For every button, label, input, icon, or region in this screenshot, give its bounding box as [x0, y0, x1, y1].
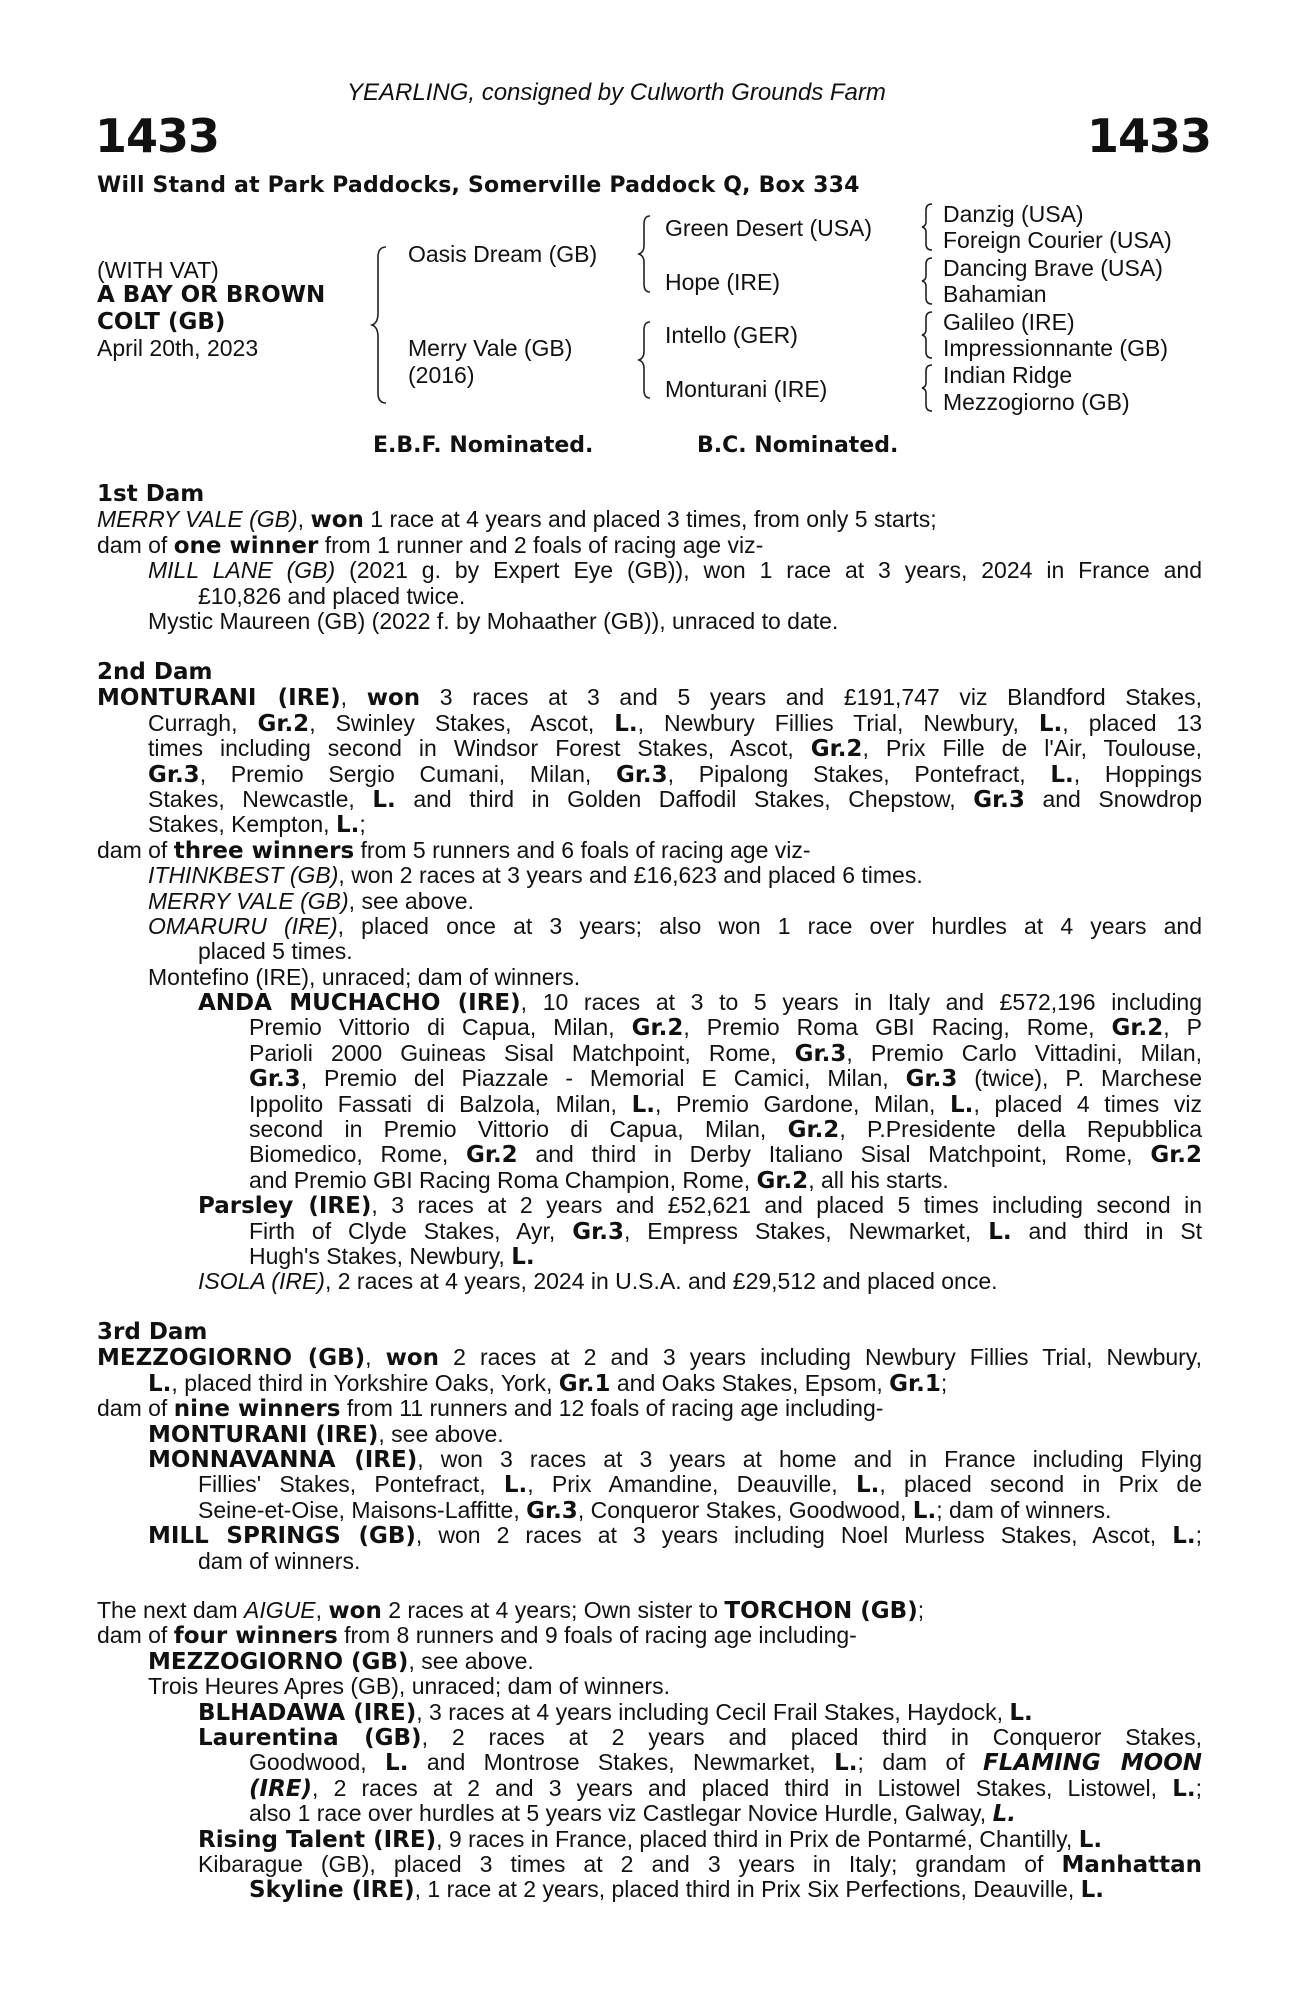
text-run: Hugh's Stakes, Newbury,	[249, 1243, 505, 1269]
text-run: Gr.2	[1111, 1015, 1164, 1041]
text-run: Gr.3	[615, 761, 668, 787]
text-line	[97, 965, 1202, 990]
text-run: TORCHON (GB)	[724, 1598, 918, 1624]
text-run: Gr.1	[558, 1370, 611, 1397]
lot-number-right: 1433	[1087, 109, 1212, 163]
text-run: Gr.2	[1150, 1142, 1202, 1168]
text-run: dam of winners.	[198, 1548, 361, 1574]
gg-3: Dancing Brave (USA)	[943, 255, 1163, 281]
text-run: £10,826 and placed twice.	[198, 583, 466, 609]
text-run: L.	[372, 786, 396, 813]
text-run: ANDA MUCHACHO (IRE)	[198, 990, 521, 1016]
text-line	[97, 1852, 1202, 1877]
text-run: Gr.3	[526, 1497, 578, 1524]
text-line: MONTURANI (IRE), won 3 races at 3 and 5 years and £191,747 viz Blandford Stakes,	[97, 685, 1202, 711]
text-line: MILL SPRINGS (GB), won 2 races at 3 years including Noel Murless Stakes, Ascot, L.;	[148, 1523, 1202, 1549]
stand-location: Will Stand at Park Paddocks, Somerville Paddock Q, Box 334	[97, 173, 860, 198]
text-run: P	[1186, 1015, 1202, 1041]
text-run: all his starts.	[820, 1167, 949, 1193]
text-run: L.	[1078, 1826, 1103, 1852]
text-line	[97, 1623, 1202, 1648]
text-run: L.	[1172, 1523, 1196, 1549]
text-run: placed 4 times viz	[994, 1091, 1202, 1117]
text-run: 1 race at 4 years and placed 3 times, from only 5 starts;	[370, 507, 937, 533]
text-run: Gr.3	[973, 786, 1025, 813]
text-run: AIGUE	[244, 1598, 316, 1623]
text-run: Fillies' Stakes, Pontefract,	[198, 1472, 486, 1498]
text-run: MONTURANI (IRE)	[148, 1421, 379, 1447]
text-run: The next dam	[97, 1598, 238, 1623]
text-run: Empress Stakes, Newmarket,	[647, 1218, 972, 1244]
text-run: Goodwood,	[249, 1750, 367, 1776]
text-run: dam of	[97, 837, 168, 863]
text-run: Gr.3	[572, 1218, 624, 1244]
text-run: from 8 runners and 9 foals of racing age including-	[344, 1623, 857, 1649]
third-dam-section	[97, 1320, 1202, 1574]
text-line: second in Premio Vittorio di Capua, Milan, Gr.2, P.Presidente della Repubblica	[249, 1117, 1202, 1143]
pedigree-brace-gg2	[920, 256, 934, 306]
text-run: Skyline (IRE)	[249, 1877, 415, 1903]
text-run: Gr.2	[756, 1167, 809, 1194]
text-line: Rising Talent (IRE), 9 races in France, placed third in Prix de Pontarmé, Chantilly, L.	[198, 1826, 1103, 1852]
text-run: Montefino (IRE), unraced; dam of winners.	[148, 964, 581, 990]
text-run: Firth of Clyde Stakes, Ayr,	[249, 1218, 556, 1244]
text-run: dam of winners.	[948, 1497, 1112, 1523]
text-run: won 2 races at 3 years including Noel Murless Stakes, Ascot,	[438, 1523, 1157, 1549]
text-run: OMARURU (IRE)	[148, 913, 338, 939]
text-run: (IRE)	[249, 1775, 313, 1802]
next-dam-section	[97, 1598, 1202, 1903]
text-run: won 2 races at 3 years and £16,623 and placed 6 times.	[351, 863, 923, 889]
text-run: won	[385, 1345, 440, 1371]
text-run: L.	[950, 1091, 974, 1118]
text-run: MILL LANE (GB)	[148, 558, 336, 584]
text-line: BLHADAWA (IRE), 3 races at 4 years including Cecil Frail Stakes, Haydock, L.	[198, 1699, 1033, 1725]
pedigree-brace-gg3	[920, 310, 934, 360]
text-run: see above.	[361, 888, 474, 914]
text-run: Ippolito Fassati di Balzola, Milan,	[249, 1091, 617, 1117]
text-run: 10 races at 3 to 5 years in Italy and £572,196 including	[542, 990, 1202, 1016]
text-run: Premio del Piazzale - Memorial E Camici, Milan,	[324, 1066, 889, 1092]
text-line	[97, 584, 1202, 609]
text-line: OMARURU (IRE), placed once at 3 years; also won 1 race over hurdles at 4 years and	[148, 913, 1202, 939]
text-line: Parsley (IRE), 3 races at 2 years and £52,621 and placed 5 times including second in	[198, 1193, 1202, 1219]
gg-7: Indian Ridge	[943, 362, 1073, 388]
gg-5: Galileo (IRE)	[943, 309, 1075, 335]
horse-description-1: A BAY OR BROWN	[97, 282, 326, 308]
gg-1: Danzig (USA)	[943, 201, 1084, 227]
text-line: Gr.3, Premio del Piazzale - Memorial E Camici, Milan, Gr.3 (twice), P. Marchese	[249, 1066, 1202, 1092]
text-run: placed 5 times.	[198, 939, 353, 965]
text-run: Seine-et-Oise, Maisons-Laffitte,	[198, 1497, 520, 1523]
text-run: Kibarague (GB), placed 3 times at 2 and 3 years in Italy; grandam of	[198, 1851, 1044, 1877]
text-run: Parsley (IRE)	[198, 1193, 372, 1219]
text-run: Swinley Stakes, Ascot,	[335, 710, 595, 736]
text-run: Gr.3	[249, 1066, 301, 1092]
text-run: dam of	[97, 1396, 168, 1422]
text-run: Premio Roma GBI Racing, Rome,	[706, 1015, 1095, 1041]
text-run: 2 races at 2 and 3 years and placed third in Listowel Stakes, Listowel,	[333, 1775, 1158, 1801]
text-run: and Premio GBI Racing Roma Champion, Rome,	[249, 1167, 751, 1193]
text-run: Laurentina (GB)	[198, 1724, 422, 1751]
text-run: FLAMING MOON	[983, 1750, 1202, 1776]
text-line: Curragh, Gr.2, Swinley Stakes, Ascot, L., Newbury Fillies Trial, Newbury, L., placed 13	[148, 710, 1202, 737]
text-line: Parioli 2000 Guineas Sisal Matchpoint, Rome, Gr.3, Premio Carlo Vittadini, Milan,	[249, 1040, 1202, 1067]
bc-nomination: B.C. Nominated.	[697, 433, 899, 458]
sire-dam: Hope (IRE)	[665, 269, 781, 295]
text-run: and Oaks Stakes, Epsom,	[616, 1370, 883, 1396]
text-line: Fillies' Stakes, Pontefract, L., Prix Amandine, Deauville, L., placed second in Prix de	[198, 1472, 1202, 1498]
text-run: Conqueror Stakes, Goodwood,	[590, 1497, 907, 1523]
text-run: L.	[335, 812, 360, 838]
text-run: placed second in Prix de	[903, 1472, 1202, 1498]
text-line: MERRY VALE (GB), won 1 race at 4 years and placed 3 times, from only 5 starts;	[97, 507, 937, 533]
text-line: Seine-et-Oise, Maisons-Laffitte, Gr.3, Conqueror Stakes, Goodwood, L.; dam of winners.	[198, 1497, 1112, 1524]
text-run: 3 races at 4 years including Cecil Frail Stakes, Haydock,	[429, 1699, 1003, 1725]
text-run: MEZZOGIORNO (GB)	[148, 1648, 409, 1675]
text-run: MERRY VALE (GB)	[97, 507, 298, 533]
text-run: and third in St	[1028, 1218, 1202, 1244]
text-run: and Snowdrop	[1042, 786, 1202, 812]
text-run: L.	[1080, 1877, 1105, 1903]
text-line	[97, 558, 1202, 583]
text-run: Pipalong Stakes, Pontefract,	[698, 761, 1026, 787]
text-line: Skyline (IRE), 1 race at 2 years, placed third in Prix Six Perfections, Deauville, L.	[249, 1877, 1105, 1903]
text-run: Trois Heures Apres (GB), unraced; dam of winners.	[148, 1674, 670, 1700]
text-run: and Montrose Stakes, Newmarket,	[426, 1750, 816, 1776]
text-run: also 1 race over hurdles at 5 years viz Castlegar Novice Hurdle, Galway,	[249, 1801, 987, 1827]
sale-subtitle: YEARLING, consigned by Culworth Grounds Farm	[347, 79, 886, 106]
text-run: 1 race at 2 years, placed third in Prix Six Perfections, Deauville,	[427, 1877, 1075, 1903]
text-run: L.	[631, 1091, 655, 1118]
text-line: (IRE), 2 races at 2 and 3 years and placed third in Listowel Stakes, Listowel, L.;	[249, 1775, 1202, 1802]
text-run: L.	[855, 1472, 880, 1498]
text-line: The next dam AIGUE, won 2 races at 4 years; Own sister to TORCHON (GB);	[97, 1598, 925, 1624]
text-line: ITHINKBEST (GB), won 2 races at 3 years and £16,623 and placed 6 times.	[148, 863, 923, 889]
ebf-nomination: E.B.F. Nominated.	[373, 433, 594, 458]
dam-name: Merry Vale (GB)	[408, 335, 573, 361]
text-run: 2 races at 2 and 3 years including Newbury Fillies Trial, Newbury,	[453, 1345, 1202, 1371]
text-line	[97, 1142, 1202, 1167]
text-run: Hoppings	[1104, 761, 1202, 787]
text-run: from 5 runners and 6 foals of racing age viz-	[360, 837, 811, 863]
text-run: (twice), P. Marchese	[974, 1066, 1202, 1092]
text-run: Rising Talent (IRE)	[198, 1826, 437, 1852]
text-run: dam of	[97, 1623, 168, 1649]
text-run: Stakes, Newcastle,	[148, 786, 355, 812]
section-heading: 3rd Dam	[97, 1320, 208, 1345]
sire-name: Oasis Dream (GB)	[408, 241, 598, 267]
text-line: Gr.3, Premio Sergio Cumani, Milan, Gr.3, Pipalong Stakes, Pontefract, L., Hoppings	[148, 761, 1202, 787]
text-line: ANDA MUCHACHO (IRE), 10 races at 3 to 5 years in Italy and £572,196 including	[198, 990, 1202, 1016]
pedigree-brace-dam	[637, 320, 653, 400]
text-line	[97, 1549, 1202, 1574]
gg-8: Mezzogiorno (GB)	[943, 389, 1130, 415]
text-line	[97, 1396, 1202, 1421]
text-line: MONTURANI (IRE), see above.	[148, 1421, 504, 1447]
text-run: placed third in Yorkshire Oaks, York,	[184, 1370, 553, 1396]
dam-year: (2016)	[408, 362, 475, 388]
pedigree-brace-sire	[637, 214, 653, 294]
text-run: L.	[912, 1497, 937, 1524]
text-run: MERRY VALE (GB)	[148, 888, 349, 914]
text-line: times including second in Windsor Forest Stakes, Ascot, Gr.2, Prix Fille de l'Air, Toulouse,	[148, 736, 1202, 762]
gg-6: Impressionnante (GB)	[943, 335, 1168, 361]
text-run: L.	[1038, 710, 1063, 737]
text-run: L.	[992, 1801, 1016, 1827]
text-line: MEZZOGIORNO (GB), see above.	[148, 1648, 534, 1675]
text-line: MERRY VALE (GB), see above.	[148, 888, 474, 914]
dam-dam: Monturani (IRE)	[665, 376, 828, 402]
text-run: BLHADAWA (IRE)	[198, 1699, 417, 1725]
text-run: (2021 g. by Expert Eye (GB)), won 1 race at 3 years, 2024 in France and	[349, 558, 1202, 584]
text-run: L.	[614, 710, 638, 737]
text-run: L.	[988, 1218, 1012, 1244]
text-run: three winners	[173, 837, 355, 864]
text-run: Premio Vittorio di Capua, Milan,	[249, 1015, 615, 1041]
text-run: Gr.1	[889, 1370, 941, 1397]
pedigree-brace-gg4	[920, 363, 934, 413]
text-run: see above.	[421, 1648, 534, 1674]
text-run: Gr.3	[794, 1040, 847, 1067]
text-run: from 1 runner and 2 foals of racing age viz-	[324, 532, 764, 558]
gg-2: Foreign Courier (USA)	[943, 227, 1172, 253]
text-line: Goodwood, L. and Montrose Stakes, Newmarket, L.; dam of FLAMING MOON	[249, 1750, 1202, 1776]
first-dam-section	[97, 482, 1202, 634]
text-run: placed 13	[1088, 710, 1202, 736]
text-run: 2 races at 4 years; Own sister to	[388, 1598, 719, 1623]
text-line	[97, 838, 1202, 863]
text-run: Prix Amandine, Deauville,	[551, 1472, 838, 1498]
text-run: L.	[511, 1243, 535, 1270]
section-heading: 1st Dam	[97, 482, 205, 507]
text-run: won	[366, 685, 421, 711]
text-run: Prix Fille de l'Air, Toulouse,	[885, 736, 1202, 762]
text-run: and third in Derby Italiano Sisal Matchpoint, Rome,	[535, 1142, 1133, 1168]
text-run: one winner	[173, 532, 319, 559]
text-run: won	[310, 507, 364, 533]
text-run: Biomedico, Rome,	[249, 1142, 449, 1168]
text-run: from 11 runners and 12 foals of racing age including-	[346, 1396, 884, 1422]
text-run: 9 races in France, placed third in Prix de Pontarmé, Chantilly,	[448, 1826, 1073, 1852]
text-run: dam of	[882, 1750, 965, 1776]
text-run: MILL SPRINGS (GB)	[148, 1523, 416, 1549]
text-line: MONNAVANNA (IRE), won 3 races at 3 years at home and in France including Flying	[148, 1446, 1202, 1473]
text-run: Gr.2	[631, 1015, 684, 1041]
text-run: P.Presidente della Repubblica	[867, 1117, 1202, 1143]
text-run: L.	[385, 1750, 409, 1776]
text-run: ISOLA (IRE)	[198, 1269, 325, 1295]
text-run: Gr.3	[148, 761, 200, 787]
text-run: Premio Sergio Cumani, Milan,	[230, 761, 592, 787]
text-line	[97, 939, 1202, 964]
gg-4: Bahamian	[943, 281, 1047, 307]
pedigree-brace-main	[370, 245, 390, 405]
sire-sire: Green Desert (USA)	[665, 215, 873, 241]
text-line	[97, 787, 1202, 812]
text-run: Parioli 2000 Guineas Sisal Matchpoint, Rome,	[249, 1040, 777, 1066]
text-run: Manhattan	[1061, 1851, 1202, 1878]
text-run: L.	[503, 1472, 528, 1498]
text-run: L.	[834, 1750, 858, 1776]
text-line: Laurentina (GB), 2 races at 2 years and placed third in Conqueror Stakes,	[198, 1724, 1202, 1751]
text-run: nine winners	[173, 1396, 341, 1422]
text-run: second in Premio Vittorio di Capua, Milan,	[249, 1117, 767, 1143]
text-run: L.	[1172, 1775, 1196, 1802]
text-line: ISOLA (IRE), 2 races at 4 years, 2024 in U.S.A. and £29,512 and placed once.	[198, 1269, 998, 1295]
text-run: MONTURANI (IRE)	[97, 685, 341, 711]
text-run: 2 races at 2 years and placed third in Conqueror Stakes,	[451, 1724, 1202, 1750]
text-run: L.	[148, 1370, 172, 1397]
dam-sire: Intello (GER)	[665, 322, 798, 348]
text-run: Newbury Fillies Trial, Newbury,	[664, 710, 1019, 736]
text-run: Gr.2	[787, 1117, 840, 1143]
second-dam-section	[97, 660, 1202, 1295]
text-run: Mystic Maureen (GB) (2022 f. by Mohaather (GB)), unraced to date.	[148, 608, 839, 634]
text-run: Stakes, Kempton,	[148, 812, 330, 838]
text-line: L., placed third in Yorkshire Oaks, York, Gr.1 and Oaks Stakes, Epsom, Gr.1;	[148, 1370, 948, 1397]
text-line: Stakes, Kempton, L.;	[148, 812, 366, 838]
horse-description-2: COLT (GB)	[97, 309, 226, 335]
text-run: Premio Gardone, Milan,	[676, 1091, 936, 1117]
text-run: won 3 races at 3 years at home and in France including Flying	[440, 1446, 1202, 1472]
text-run: MEZZOGIORNO (GB)	[97, 1345, 366, 1371]
text-line	[97, 1801, 1202, 1826]
text-run: placed once at 3 years; also won 1 race over hurdles at 4 years and	[361, 913, 1202, 939]
text-line: and Premio GBI Racing Roma Champion, Rome, Gr.2, all his starts.	[249, 1167, 949, 1194]
text-run: and third in Golden Daffodil Stakes, Chepstow,	[413, 786, 956, 812]
text-line: Premio Vittorio di Capua, Milan, Gr.2, Premio Roma GBI Racing, Rome, Gr.2, P	[249, 1015, 1202, 1041]
text-run: 2 races at 4 years, 2024 in U.S.A. and £29,512 and placed once.	[337, 1269, 998, 1295]
lot-number-left: 1433	[95, 109, 220, 163]
text-run: four winners	[173, 1623, 338, 1649]
text-run: Gr.2	[810, 736, 863, 762]
text-run: dam of	[97, 532, 168, 558]
text-run: L.	[1050, 761, 1074, 787]
pedigree-brace-gg1	[920, 202, 934, 252]
text-line: Ippolito Fassati di Balzola, Milan, L., Premio Gardone, Milan, L., placed 4 times viz	[249, 1091, 1202, 1118]
text-run: Curragh,	[148, 710, 238, 736]
text-line	[97, 1674, 1202, 1699]
text-line	[97, 1244, 1202, 1269]
text-run: MONNAVANNA (IRE)	[148, 1446, 418, 1473]
text-run: won	[328, 1598, 382, 1624]
text-run: Gr.3	[905, 1066, 958, 1092]
text-line: MEZZOGIORNO (GB), won 2 races at 2 and 3 years including Newbury Fillies Trial, Newbury,	[97, 1345, 1202, 1371]
foaling-date: April 20th, 2023	[97, 335, 259, 361]
text-run: Gr.2	[257, 710, 310, 737]
text-run: 3 races at 2 years and £52,621 and placed 5 times including second in	[391, 1193, 1202, 1219]
text-run: Gr.2	[466, 1142, 518, 1168]
text-run: times including second in Windsor Forest Stakes, Ascot,	[148, 736, 794, 762]
text-run: ITHINKBEST (GB)	[148, 863, 339, 889]
section-heading: 2nd Dam	[97, 660, 213, 685]
text-run: Premio Carlo Vittadini, Milan,	[870, 1040, 1202, 1066]
text-run: 3 races at 3 and 5 years and £191,747 viz Blandford Stakes,	[439, 685, 1202, 711]
text-line	[97, 609, 1202, 634]
text-line	[97, 533, 1202, 558]
text-run: see above.	[391, 1421, 504, 1447]
vat-note: (WITH VAT)	[97, 257, 219, 283]
text-line: Firth of Clyde Stakes, Ayr, Gr.3, Empress Stakes, Newmarket, L. and third in St	[249, 1218, 1202, 1244]
text-run: L.	[1009, 1699, 1033, 1725]
